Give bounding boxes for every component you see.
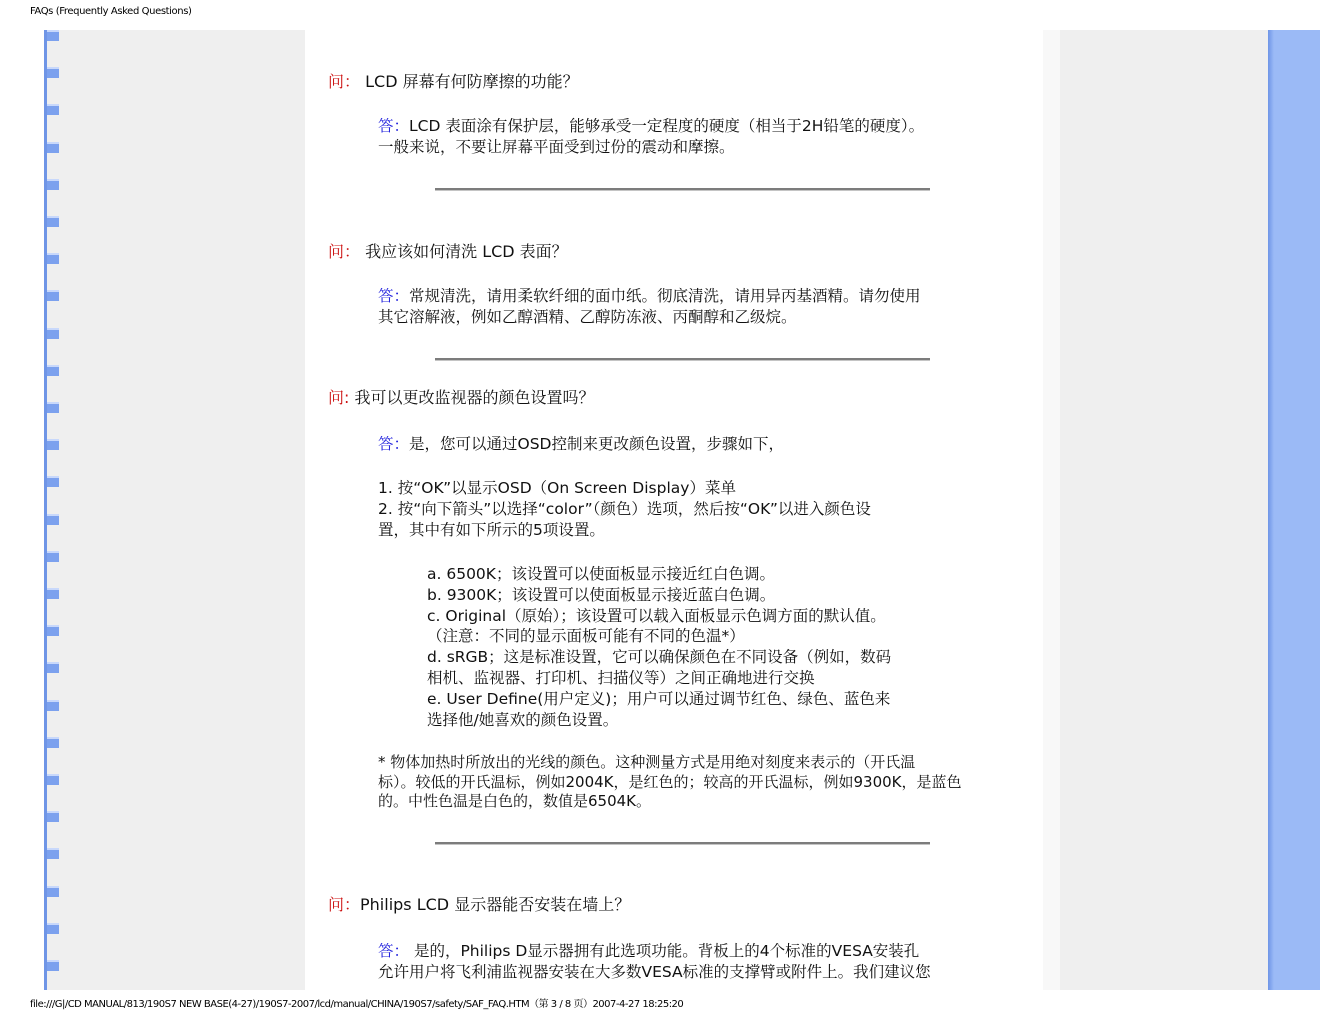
sidebar-marker xyxy=(47,67,59,78)
sidebar-marker xyxy=(47,923,59,934)
sidebar-marker xyxy=(47,662,59,673)
answer-mark: 答： xyxy=(378,117,410,135)
sidebar-marker xyxy=(47,439,59,450)
right-blue-band xyxy=(1268,30,1320,990)
sidebar-marker xyxy=(47,774,59,785)
question-text: LCD 屏幕有何防摩擦的功能？ xyxy=(360,72,579,91)
sidebar-marker xyxy=(47,700,59,711)
question-text: Philips LCD 显示器能否安装在墙上？ xyxy=(360,895,631,914)
answer-line: 允许用户将飞利浦监视器安装在大多数VESA标准的支撑臂或附件上。我们建议您 xyxy=(378,963,931,981)
note-line: 的。中性色温是白色的，数值是6504K。 xyxy=(378,792,652,810)
faq-answer-4 xyxy=(378,941,990,983)
option-line: d. sRGB；这是标准设置，它可以确保颜色在不同设备（例如，数码 xyxy=(427,648,892,667)
option-line: 相机、监视器、打印机、扫描仪等）之间正确地进行交换 xyxy=(427,668,815,687)
sidebar-marker xyxy=(47,290,59,301)
answer-line: 其它溶解液，例如乙醇酒精、乙醇防冻液、丙酮醇和乙级烷。 xyxy=(378,308,797,326)
faq-answer-2 xyxy=(378,286,990,328)
sidebar-marker xyxy=(47,960,59,971)
question-mark: 问： xyxy=(328,72,361,91)
sidebar-marker xyxy=(47,142,59,153)
sidebar-marker xyxy=(47,216,59,227)
sidebar-marker xyxy=(47,514,59,525)
color-steps xyxy=(378,478,990,541)
section-divider xyxy=(435,842,930,845)
faq-question-4 xyxy=(328,894,630,915)
sidebar-marker xyxy=(47,588,59,599)
option-line: c. Original（原始）；该设置可以载入面板显示色调方面的默认值。 xyxy=(427,606,886,625)
sidebar-marker xyxy=(47,365,59,376)
page-header: FAQs (Frequently Asked Questions) xyxy=(30,6,192,17)
color-temperature-note xyxy=(378,753,990,812)
sidebar-marker xyxy=(47,476,59,487)
question-mark: 问： xyxy=(328,895,361,914)
answer-mark: 答： xyxy=(378,435,410,453)
step-line: 1. 按“OK”以显示OSD（On Screen Display）菜单 xyxy=(378,479,736,497)
answer-line: 是，您可以通过OSD控制来更改颜色设置，步骤如下， xyxy=(409,435,784,453)
faq-question-2 xyxy=(328,241,568,262)
answer-line: 常规清洗，请用柔软纤细的面巾纸。彻底清洗，请用异丙基酒精。请勿使用 xyxy=(409,287,921,305)
sidebar-marker xyxy=(47,402,59,413)
option-line: （注意：不同的显示面板可能有不同的色温*） xyxy=(427,627,745,646)
step-line: 2. 按“向下箭头”以选择“color”（颜色）选项，然后按“OK”以进入颜色设 xyxy=(378,500,871,518)
note-line: * 物体加热时所放出的光线的颜色。这种测量方式是用绝对刻度来表示的（开氏温 xyxy=(378,753,916,771)
sidebar-marker xyxy=(47,737,59,748)
faq-question-1 xyxy=(328,71,579,92)
sidebar-marker xyxy=(47,848,59,859)
sidebar-marker xyxy=(47,328,59,339)
color-options xyxy=(427,564,987,730)
option-line: 选择他/她喜欢的颜色设置。 xyxy=(427,710,619,729)
left-sidebar xyxy=(47,30,305,990)
page-footer: file:///G|/CD MANUAL/813/190S7 NEW BASE(4-27)/190S7-2007/lcd/manual/CHINA/190S7/safety/SAF_FAQ.HTM（第 3 / 8 页）2007-4-27 18:25:20 xyxy=(30,999,684,1010)
question-text: 我可以更改监视器的颜色设置吗？ xyxy=(349,388,595,407)
step-line: 置，其中有如下所示的5项设置。 xyxy=(378,521,605,539)
answer-line: 是的，Philips D显示器拥有此选项功能。背板上的4个标准的VESA安装孔 xyxy=(409,942,920,960)
faq-answer-1 xyxy=(378,116,990,158)
sidebar-marker xyxy=(47,625,59,636)
sidebar-marker xyxy=(47,811,59,822)
question-mark: 问： xyxy=(328,242,361,261)
sidebar-marker xyxy=(47,886,59,897)
answer-mark: 答： xyxy=(378,287,410,305)
section-divider xyxy=(435,188,930,191)
answer-mark: 答： xyxy=(378,942,410,960)
option-line: b. 9300K；该设置可以使面板显示接近蓝白色调。 xyxy=(427,585,776,604)
question-text: 我应该如何清洗 LCD 表面？ xyxy=(360,242,568,261)
right-shade xyxy=(1043,30,1060,990)
option-line: e. User Define(用户定义)；用户可以通过调节红色、绿色、蓝色来 xyxy=(427,689,891,708)
faq-question-3 xyxy=(328,387,595,408)
sidebar-marker xyxy=(47,179,59,190)
note-line: 标）。较低的开氏温标，例如2004K，是红色的；较高的开氏温标，例如9300K，是蓝色 xyxy=(378,772,962,791)
answer-line: LCD 表面涂有保护层，能够承受一定程度的硬度（相当于2H铅笔的硬度）。 xyxy=(409,117,925,135)
sidebar-marker xyxy=(47,551,59,562)
sidebar-marker xyxy=(47,253,59,264)
faq-answer-3-intro xyxy=(378,434,990,455)
right-sidebar xyxy=(1060,30,1268,990)
option-line: a. 6500K；该设置可以使面板显示接近红白色调。 xyxy=(427,565,775,583)
sidebar-marker xyxy=(47,30,59,41)
answer-line: 一般来说，不要让屏幕平面受到过份的震动和摩擦。 xyxy=(378,138,735,156)
question-mark: 问: xyxy=(328,388,350,407)
sidebar-marker xyxy=(47,104,59,115)
section-divider xyxy=(435,358,930,361)
